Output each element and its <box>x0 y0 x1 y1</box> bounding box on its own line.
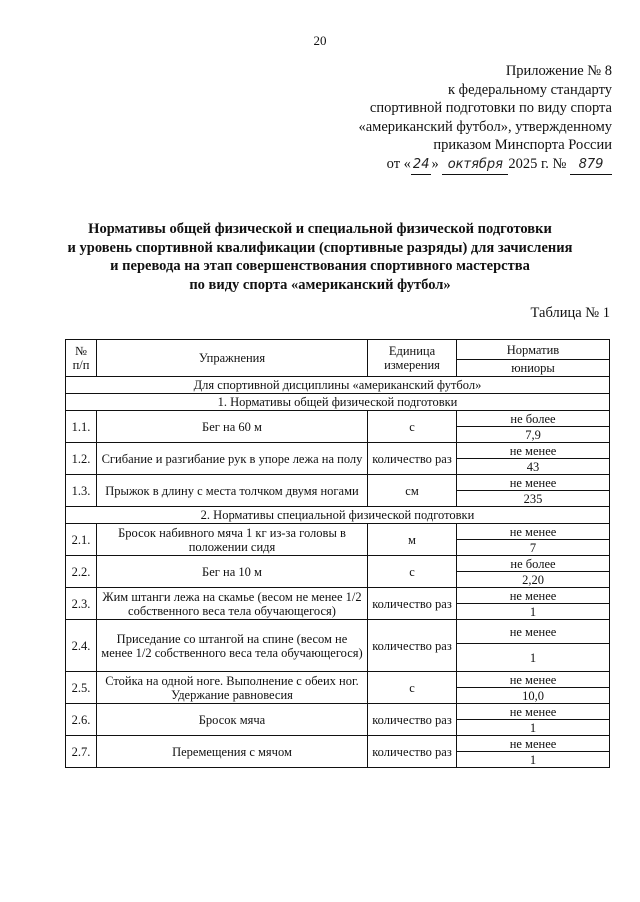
row-value: 1 <box>457 752 610 768</box>
date-mid: » <box>431 155 439 172</box>
header-num: № п/п <box>66 340 97 377</box>
discipline-row: Для спортивной дисциплины «американский футбол» <box>66 377 610 394</box>
row-unit: количество раз <box>368 443 457 475</box>
row-exercise: Перемещения с мячом <box>97 736 368 768</box>
row-condition: не менее <box>457 620 610 644</box>
row-value: 235 <box>457 491 610 507</box>
row-condition: не менее <box>457 524 610 540</box>
row-unit: количество раз <box>368 588 457 620</box>
row-num: 2.5. <box>66 672 97 704</box>
row-value: 1 <box>457 720 610 736</box>
row-num: 1.3. <box>66 475 97 507</box>
title-line: по виду спорта «американский футбол» <box>189 276 451 293</box>
row-value: 1 <box>457 644 610 672</box>
row-exercise: Жим штанги лежа на скамье (весом не менее 1/2 собственного веса тела обучающегося) <box>97 588 368 620</box>
row-value: 1 <box>457 604 610 620</box>
row-exercise: Бег на 60 м <box>97 411 368 443</box>
section-title: 1. Нормативы общей физической подготовки <box>66 394 610 411</box>
row-exercise: Бег на 10 м <box>97 556 368 588</box>
appendix-line: спортивной подготовки по виду спорта <box>369 100 612 116</box>
row-exercise: Сгибание и разгибание рук в упоре лежа на полу <box>97 443 368 475</box>
section-title: 2. Нормативы специальной физической подготовки <box>66 507 610 524</box>
row-num: 1.1. <box>66 411 97 443</box>
row-num: 2.4. <box>66 620 97 672</box>
row-exercise: Бросок набивного мяча 1 кг из-за головы в положении сидя <box>97 524 368 556</box>
row-num: 2.6. <box>66 704 97 736</box>
header-exercise: Упражнения <box>97 340 368 377</box>
row-exercise: Приседание со штангой на спине (весом не менее 1/2 собственного веса тела обучающегося) <box>97 620 368 672</box>
order-date-line <box>358 155 612 176</box>
header-unit: Единица измерения <box>368 340 457 377</box>
appendix-line: приказом Минспорта России <box>433 137 612 153</box>
date-year: 2025 г. № <box>508 155 567 172</box>
row-value: 10,0 <box>457 688 610 704</box>
row-unit: количество раз <box>368 736 457 768</box>
row-unit: с <box>368 556 457 588</box>
title-line: и перевода на этап совершенствования спортивного мастерства <box>110 258 530 274</box>
row-value: 43 <box>457 459 610 475</box>
title-line: и уровень спортивной квалификации (спортивные разряды) для зачисления <box>67 239 573 256</box>
row-condition: не более <box>457 411 610 427</box>
row-unit: количество раз <box>368 620 457 672</box>
handwritten-day: 24 <box>411 156 432 176</box>
row-unit: количество раз <box>368 704 457 736</box>
row-unit: см <box>368 475 457 507</box>
row-condition: не более <box>457 556 610 572</box>
row-exercise: Стойка на одной ноге. Выполнение с обеих ног. Удержание равновесия <box>97 672 368 704</box>
row-exercise: Бросок мяча <box>97 704 368 736</box>
row-condition: не менее <box>457 475 610 491</box>
row-condition: не менее <box>457 736 610 752</box>
row-value: 7 <box>457 540 610 556</box>
appendix-header <box>358 62 612 175</box>
page-number: 20 <box>313 33 327 48</box>
appendix-line: Приложение № 8 <box>505 63 612 79</box>
row-unit: с <box>368 411 457 443</box>
handwritten-month: октября <box>442 156 508 176</box>
row-condition: не менее <box>457 672 610 688</box>
row-condition: не менее <box>457 443 610 459</box>
norms-table <box>65 339 610 768</box>
row-condition: не менее <box>457 588 610 604</box>
title-line: Нормативы общей физической и специальной физической подготовки <box>88 221 552 237</box>
appendix-line: «американский футбол», утвержденному <box>358 118 612 135</box>
row-num: 1.2. <box>66 443 97 475</box>
header-group: юниоры <box>457 360 610 377</box>
row-exercise: Прыжок в длину с места толчком двумя ногами <box>97 475 368 507</box>
appendix-line: к федеральному стандарту <box>448 81 612 98</box>
row-value: 7,9 <box>457 427 610 443</box>
row-num: 2.2. <box>66 556 97 588</box>
handwritten-order-number: 879 <box>570 156 612 176</box>
row-value: 2,20 <box>457 572 610 588</box>
header-norm: Норматив <box>457 340 610 360</box>
table-label: Таблица № 1 <box>530 305 610 321</box>
row-num: 2.3. <box>66 588 97 620</box>
row-num: 2.7. <box>66 736 97 768</box>
row-num: 2.1. <box>66 524 97 556</box>
document-title <box>0 220 640 294</box>
date-prefix: от « <box>386 155 411 172</box>
row-unit: с <box>368 672 457 704</box>
row-condition: не менее <box>457 704 610 720</box>
row-unit: м <box>368 524 457 556</box>
